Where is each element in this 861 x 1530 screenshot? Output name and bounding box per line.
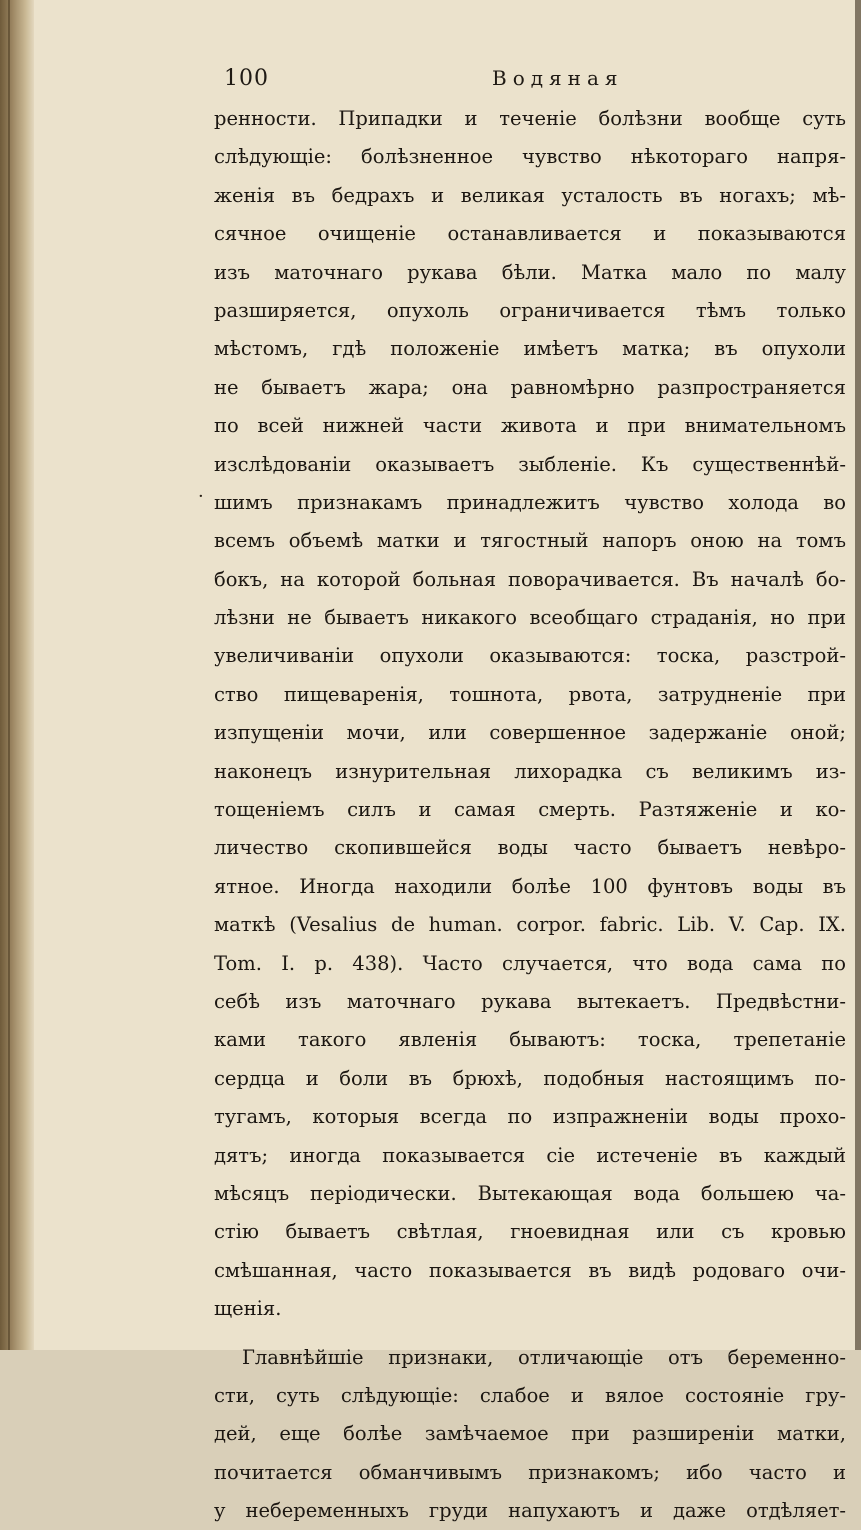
text-line: Tom. I. p. 438). Часто случается, что вода сама по <box>214 945 846 983</box>
text-line: стію бываетъ свѣтлая, гноевидная или съ кровью <box>214 1213 846 1251</box>
running-title: Водяная <box>492 66 624 90</box>
text-line: сячное очищеніе останавливается и показываются <box>214 215 846 253</box>
body-text <box>214 100 846 1530</box>
text-line: щенія. <box>214 1290 846 1328</box>
text-line: шимъ признакамъ принадлежитъ чувство холода во <box>214 484 846 522</box>
text-line: бокъ, на которой больная поворачивается. Въ началѣ бо- <box>214 561 846 599</box>
page-edge-shadow <box>855 0 861 1350</box>
text-line: маткѣ (Vesalius de human. corpor. fabric. Lib. V. Cap. IX. <box>214 906 846 944</box>
text-line: ками такого явленія бываютъ: тоска, трепетаніе <box>214 1021 846 1059</box>
text-line: мѣсяцъ періодически. Вытекающая вода большею ча- <box>214 1175 846 1213</box>
text-line: женія въ бедрахъ и великая усталость въ ногахъ; мѣ- <box>214 177 846 215</box>
text-line: мѣстомъ, гдѣ положеніе имѣетъ матка; въ опухоли <box>214 330 846 368</box>
paragraph <box>214 100 846 1329</box>
paragraph-gap <box>214 1329 846 1339</box>
text-line: личество скопившейся воды часто бываетъ невѣро- <box>214 829 846 867</box>
text-line: увеличиваніи опухоли оказываются: тоска, разстрой- <box>214 637 846 675</box>
text-line: изъ маточнаго рукава бѣли. Матка мало по малу <box>214 254 846 292</box>
text-line: наконецъ изнурительная лихорадка съ великимъ из- <box>214 753 846 791</box>
text-line: не бываетъ жара; она равномѣрно разпространяется <box>214 369 846 407</box>
text-line: по всей нижней части живота и при внимательномъ <box>214 407 846 445</box>
text-line: Главнѣйшіе признаки, отличающіе отъ беременно- <box>214 1339 846 1377</box>
text-line: лѣзни не бываетъ никакого всеобщаго страданія, но при <box>214 599 846 637</box>
text-line: дятъ; иногда показывается сіе истеченіе въ каждый <box>214 1137 846 1175</box>
text-line: разширяется, опухоль ограничивается тѣмъ только <box>214 292 846 330</box>
text-line: у небеременныхъ груди напухаютъ и даже отдѣляет- <box>214 1492 846 1530</box>
text-line: изслѣдованіи оказываетъ зыбленіе. Къ существеннѣй- <box>214 446 846 484</box>
book-binding-shadow <box>0 0 34 1350</box>
text-line: смѣшанная, часто показывается въ видѣ родоваго очи- <box>214 1252 846 1290</box>
text-line: изпущеніи мочи, или совершенное задержаніе оной; <box>214 714 846 752</box>
text-line: тощеніемъ силъ и самая смерть. Разтяженіе и ко- <box>214 791 846 829</box>
text-line: слѣдующіе: болѣзненное чувство нѣкотораго напря- <box>214 138 846 176</box>
page-header <box>224 66 624 96</box>
text-line: себѣ изъ маточнаго рукава вытекаетъ. Предвѣстни- <box>214 983 846 1021</box>
text-line: сти, суть слѣдующіе: слабое и вялое состояніе гру- <box>214 1377 846 1415</box>
text-line: дей, еще болѣе замѣчаемое при разширеніи матки, <box>214 1415 846 1453</box>
text-line: почитается обманчивымъ признакомъ; ибо часто и <box>214 1454 846 1492</box>
text-line: ятное. Иногда находили болѣе 100 фунтовъ воды въ <box>214 868 846 906</box>
text-line: ство пищеваренія, тошнота, рвота, затрудненіе при <box>214 676 846 714</box>
text-line: сердца и боли въ брюхѣ, подобныя настоящимъ по- <box>214 1060 846 1098</box>
binding-stitch-line <box>8 0 10 1350</box>
paragraph <box>214 1339 846 1530</box>
page-number: 100 <box>224 66 269 91</box>
margin-dot-mark: · <box>198 486 204 507</box>
text-line: тугамъ, которыя всегда по изпражненіи воды прохо- <box>214 1098 846 1136</box>
text-line: ренности. Припадки и теченіе болѣзни вообще суть <box>214 100 846 138</box>
text-line: всемъ объемѣ матки и тягостный напоръ оною на томъ <box>214 522 846 560</box>
